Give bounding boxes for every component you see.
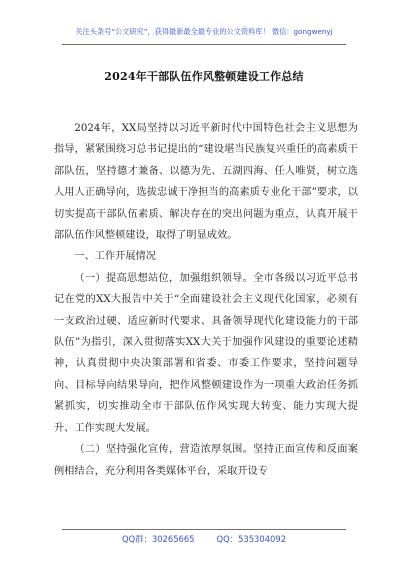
header-divider — [62, 44, 346, 45]
footer-qq: QQ：535304092 — [216, 534, 287, 544]
body-paragraph: （二）坚持强化宣传，营造浓厚氛围。坚持正面宣传和反面案例相结合，充分利用各类媒体平台，采取开设专 — [54, 444, 358, 477]
intro-paragraph: 2024年，XX局坚持以习近平新时代中国特色社会主义思想为指导，紧紧围绕习总书记提出的“建设堪当民族复兴重任的高素质干部队伍，坚持德才兼备、以德为先、五湖四海、任人唯贤，树立选人用人正确导向，选拔忠诚干净担当的高素质专业化干部”要求，以切实提高干部队伍素质、解决存在的突出问题为重点，认真开展干部队伍作风整顿建设，取得了明显成效。 — [54, 123, 358, 242]
footer-contacts — [0, 533, 408, 545]
document-title: 2024年干部队伍作风整顿建设工作总结 — [104, 70, 304, 83]
section-heading: 一、工作开展情况 — [74, 251, 156, 263]
header-note: 关注头条号“公文研究”，获得最新最全最专业的公文资料库！ 微信：gongwenyj — [75, 27, 333, 36]
footer-divider — [62, 529, 346, 530]
document-body — [54, 118, 358, 482]
footer-qq-group: QQ群：30265665 — [121, 534, 195, 544]
body-paragraph: （一）提高思想站位，加强组织领导。全市各级以习近平总书记在党的XX大报告中关于“全面建设社会主义现代化国家，必须有一支政治过硬、适应新时代要求、具备领导现代化建设能力的干部队伍”为指引，深入贯彻落实XX大关于加强作风建设的重要论述精神，认真贯彻中央决策部署和省委、市委工作要求，坚持问题导向、目标导向结果导向，把作风整顿建设作为一项重大政治任务抓紧抓实，切实推动全市干部队伍作风实现大转变、能力实现大提升、工作实现大发展。 — [54, 272, 358, 434]
